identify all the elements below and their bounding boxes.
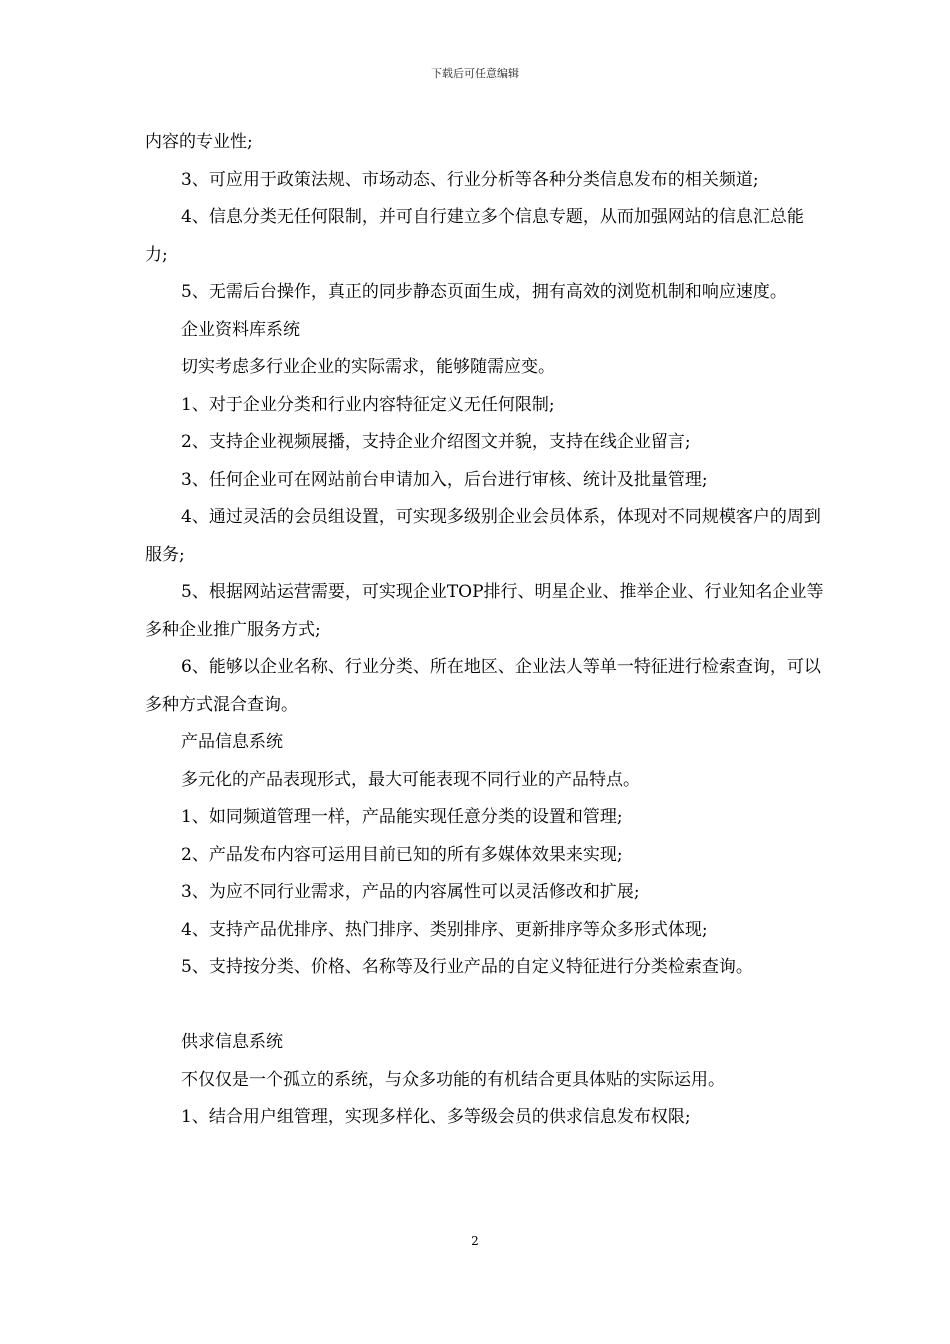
section-heading-enterprise-database: 企业资料库系统 [181, 319, 300, 340]
paragraph-item-3-channels: 3、可应用于政策法规、市场动态、行业分析等各种分类信息发布的相关频道; [181, 169, 759, 190]
paragraph-product-item-2: 2、产品发布内容可运用目前已知的所有多媒体效果来实现; [181, 844, 623, 865]
paragraph-product-item-1: 1、如同频道管理一样，产品能实现任意分类的设置和管理; [181, 807, 623, 827]
paragraph-product-item-5: 5、支持按分类、价格、名称等及行业产品的自定义特征进行分类检索查询。 [181, 957, 753, 977]
paragraph-enterprise-item-5: 5、根据网站运营需要，可实现企业TOP排行、明星企业、推举企业、行业知名企业等多种企业推广服务方式; [145, 582, 824, 640]
paragraph-enterprise-item-6: 6、能够以企业名称、行业分类、所在地区、企业法人等单一特征进行检索查询，可以多种方式混合查询。 [145, 657, 821, 715]
paragraph-item-4-categories: 4、信息分类无任何限制，并可自行建立多个信息专题，从而加强网站的信息汇总能力; [145, 207, 804, 265]
paragraph-supply-intro: 不仅仅是一个孤立的系统，与众多功能的有机结合更具体贴的实际运用。 [181, 1069, 725, 1090]
section-heading-supply-demand: 供求信息系统 [181, 1032, 283, 1052]
document-body [145, 124, 825, 1137]
paragraph-product-intro: 多元化的产品表现形式，最大可能表现不同行业的产品特点。 [181, 769, 640, 790]
paragraph-product-item-3: 3、为应不同行业需求，产品的内容属性可以灵活修改和扩展; [181, 882, 640, 902]
paragraph-item-5-static-pages: 5、无需后台操作，真正的同步静态页面生成，拥有高效的浏览机制和响应速度。 [181, 282, 787, 302]
section-heading-product-info: 产品信息系统 [181, 732, 283, 752]
paragraph-content-professionalism: 内容的专业性; [145, 132, 253, 152]
paragraph-enterprise-item-4: 4、通过灵活的会员组设置，可实现多级别企业会员体系，体现对不同规模客户的周到服务; [145, 507, 821, 565]
paragraph-enterprise-item-3: 3、任何企业可在网站前台申请加入，后台进行审核、统计及批量管理; [181, 469, 708, 490]
page-number: 2 [471, 1234, 479, 1248]
blank-line [145, 987, 825, 1025]
page-header: 下载后可任意编辑 [431, 67, 519, 80]
paragraph-enterprise-item-2: 2、支持企业视频展播，支持企业介绍图文并貌，支持在线企业留言; [181, 432, 691, 452]
paragraph-enterprise-item-1: 1、对于企业分类和行业内容特征定义无任何限制; [181, 394, 555, 415]
paragraph-product-item-4: 4、支持产品优排序、热门排序、类别排序、更新排序等众多形式体现; [181, 919, 708, 940]
paragraph-supply-item-1: 1、结合用户组管理，实现多样化、多等级会员的供求信息发布权限; [181, 1107, 691, 1127]
paragraph-enterprise-intro: 切实考虑多行业企业的实际需求，能够随需应变。 [181, 357, 555, 377]
